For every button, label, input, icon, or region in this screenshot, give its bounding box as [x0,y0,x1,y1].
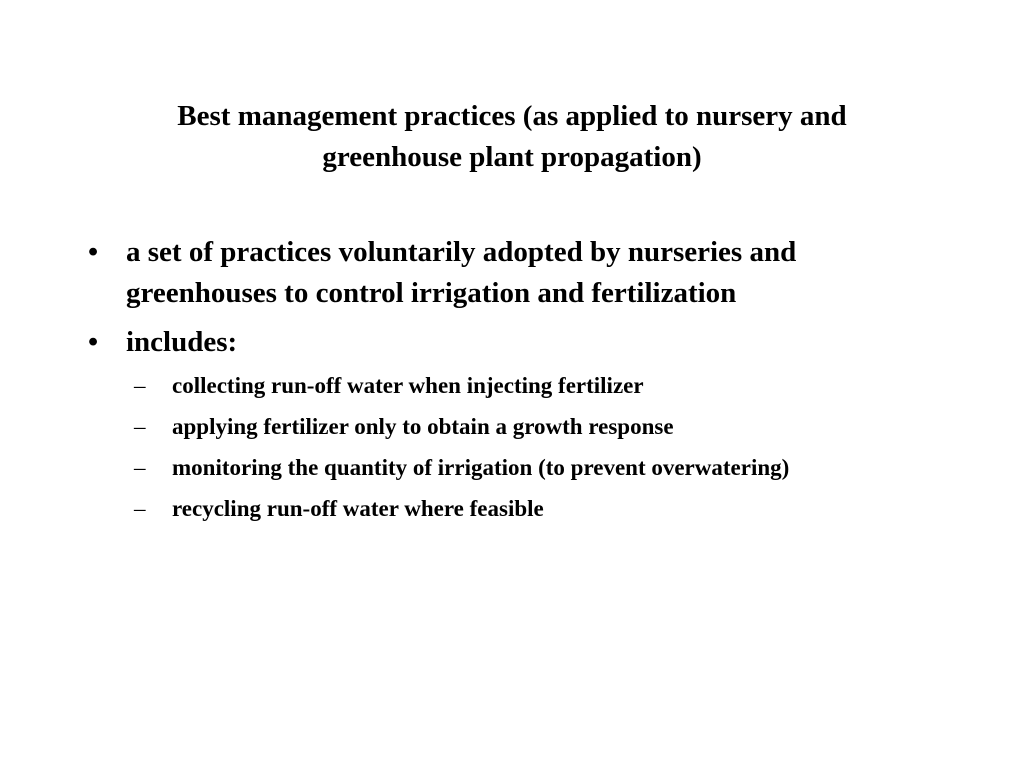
bullet-text: includes: [126,326,238,358]
dash-icon: – [134,373,146,398]
dash-icon: – [134,496,146,521]
sub-bullet-item [126,488,948,529]
bullet-icon: • [88,326,99,358]
sub-bullet-item [126,365,948,406]
dash-icon: – [134,414,146,439]
sub-bullet-text: recycling run-off water where feasible [172,496,544,521]
sub-bullet-item [126,406,948,447]
bullet-text: a set of practices voluntarily adopted by nurseries and [126,236,797,268]
slide-title [80,96,944,178]
title-line: greenhouse plant propagation) [322,141,702,173]
sub-bullet-text: applying fertilizer only to obtain a growth response [172,414,674,439]
bullet-text: greenhouses to control irrigation and fertilization [126,277,737,309]
sub-bullet-item [126,447,948,488]
sub-bullet-list [126,365,948,529]
sub-bullet-text: collecting run-off water when injecting fertilizer [172,373,644,398]
bullet-icon: • [88,236,99,268]
title-line: Best management practices (as applied to nursery and [177,100,847,132]
bullet-item [88,232,948,314]
bullet-list [88,232,948,537]
sub-bullet-text: monitoring the quantity of irrigation (to prevent overwatering) [172,455,790,480]
bullet-item [88,322,948,529]
dash-icon: – [134,455,146,480]
